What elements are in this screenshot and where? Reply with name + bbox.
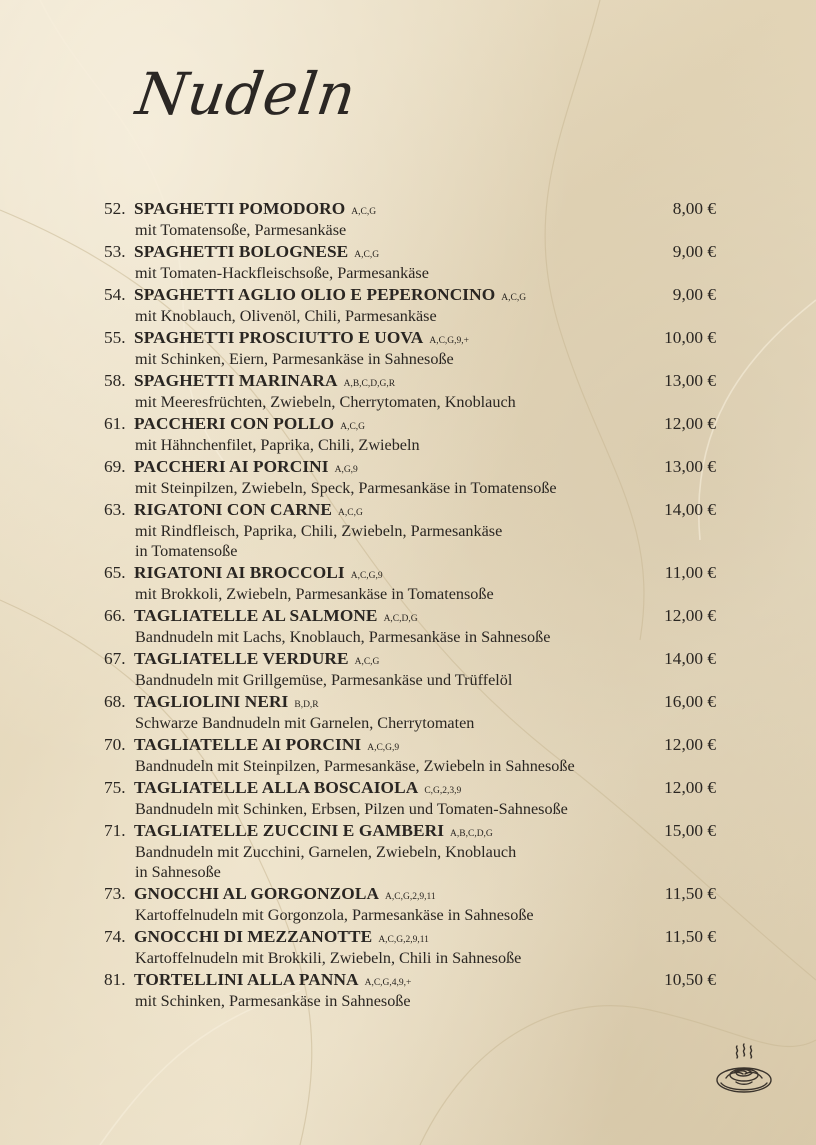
menu-item-price: 12,00 € (664, 735, 716, 754)
menu-item-header (104, 561, 716, 584)
menu-item (104, 882, 716, 925)
menu-item (104, 733, 716, 776)
menu-item-allergens: B,D,R (294, 700, 319, 710)
menu-item-name: TAGLIATELLE AI PORCINI (134, 735, 362, 754)
menu-item-allergens: A,C,G (354, 657, 380, 667)
menu-list (104, 197, 716, 1011)
menu-item-description: Bandnudeln mit Steinpilzen, Parmesankäse, Zwiebeln in Sahnesoße (135, 757, 575, 775)
menu-item (104, 561, 716, 604)
menu-item-header (104, 240, 716, 263)
menu-item-price: 9,00 € (672, 285, 716, 304)
menu-item-name: TAGLIATELLE ALLA BOSCAIOLA (134, 778, 419, 797)
menu-item-number: 58. (104, 371, 126, 390)
menu-item-description: Bandnudeln mit Schinken, Erbsen, Pilzen und Tomaten-Sahnesoße (135, 800, 568, 818)
menu-item-allergens: A,B,C,D,G (450, 829, 493, 839)
menu-item-number: 66. (104, 606, 126, 625)
menu-item-price: 11,50 € (664, 884, 716, 903)
menu-item (104, 412, 716, 455)
menu-item-name: GNOCCHI DI MEZZANOTTE (134, 927, 373, 946)
menu-item-price: 12,00 € (664, 414, 716, 433)
menu-item (104, 604, 716, 647)
menu-item (104, 455, 716, 498)
menu-item-number: 81. (104, 970, 126, 989)
menu-item-price: 15,00 € (664, 821, 716, 840)
menu-item-name: GNOCCHI AL GORGONZOLA (134, 884, 380, 903)
menu-item-number: 68. (104, 692, 126, 711)
menu-item-header (104, 733, 716, 756)
menu-item-description: mit Hähnchenfilet, Paprika, Chili, Zwiebeln (135, 436, 420, 454)
menu-item-number: 74. (104, 927, 126, 946)
menu-item-description: mit Tomatensoße, Parmesankäse (135, 221, 347, 239)
menu-item-name: RIGATONI CON CARNE (134, 500, 332, 519)
menu-item-allergens: A,C,D,G (383, 614, 418, 624)
menu-item-name: TAGLIATELLE VERDURE (134, 649, 349, 668)
menu-item-price: 11,50 € (664, 927, 716, 946)
menu-item-price: 13,00 € (664, 371, 716, 390)
menu-item-name: TAGLIATELLE ZUCCINI E GAMBERI (134, 821, 445, 840)
menu-item-allergens: A,C,G,4,9,+ (364, 978, 412, 988)
menu-item (104, 819, 716, 882)
menu-item-price: 13,00 € (664, 457, 716, 476)
menu-item (104, 369, 716, 412)
menu-item-description: mit Steinpilzen, Zwiebeln, Speck, Parmesankäse in Tomatensoße (135, 479, 557, 497)
menu-item-description: mit Rindfleisch, Paprika, Chili, Zwiebeln, Parmesankäse (135, 522, 503, 540)
menu-item-header (104, 776, 716, 799)
menu-item-number: 63. (104, 500, 126, 519)
menu-item-price: 10,00 € (664, 328, 716, 347)
menu-item-allergens: A,C,G (338, 508, 363, 518)
menu-item-number: 55. (104, 328, 126, 347)
menu-item-name: RIGATONI AI BROCCOLI (134, 563, 345, 582)
menu-item-name: SPAGHETTI AGLIO OLIO E PEPERONCINO (134, 285, 496, 304)
menu-item-header (104, 690, 716, 713)
menu-item-header (104, 498, 716, 521)
menu-item (104, 283, 716, 326)
menu-item-name: SPAGHETTI POMODORO (134, 199, 346, 218)
menu-item-number: 53. (104, 242, 126, 261)
menu-item (104, 647, 716, 690)
menu-item (104, 690, 716, 733)
menu-item-price: 11,00 € (664, 563, 716, 582)
menu-item-price: 12,00 € (664, 778, 716, 797)
menu-item (104, 968, 716, 1011)
menu-item-description: mit Schinken, Eiern, Parmesankäse in Sahnesoße (135, 350, 454, 368)
menu-item (104, 326, 716, 369)
menu-item-header (104, 455, 716, 478)
menu-item-price: 14,00 € (664, 500, 716, 519)
menu-item-allergens: A,B,C,D,G,R (343, 379, 396, 389)
menu-item-name: SPAGHETTI PROSCIUTTO E UOVA (134, 328, 424, 347)
menu-item-number: 67. (104, 649, 126, 668)
menu-item-description: Kartoffelnudeln mit Gorgonzola, Parmesankäse in Sahnesoße (135, 906, 534, 924)
menu-item-number: 65. (104, 563, 126, 582)
menu-item-description: mit Tomaten-Hackfleischsoße, Parmesankäse (135, 264, 429, 282)
menu-item-description: Kartoffelnudeln mit Brokkili, Zwiebeln, Chili in Sahnesoße (135, 949, 522, 967)
menu-item-price: 9,00 € (672, 242, 716, 261)
menu-item-header (104, 283, 716, 306)
menu-item-description: mit Brokkoli, Zwiebeln, Parmesankäse in Tomatensoße (135, 585, 494, 603)
menu-item-allergens: A,C,G,9 (367, 743, 400, 753)
menu-item-number: 73. (104, 884, 126, 903)
menu-item-price: 10,50 € (664, 970, 716, 989)
menu-item-name: PACCHERI CON POLLO (134, 414, 335, 433)
menu-item (104, 197, 716, 240)
menu-item (104, 498, 716, 561)
menu-item-number: 69. (104, 457, 126, 476)
menu-item-header (104, 369, 716, 392)
menu-item-allergens: A,C,G (501, 293, 527, 303)
menu-item-name: SPAGHETTI MARINARA (134, 371, 338, 390)
menu-item-allergens: A,C,G (340, 422, 366, 432)
menu-item-header (104, 925, 716, 948)
menu-item-description: Bandnudeln mit Zucchini, Garnelen, Zwiebeln, Knoblauch (135, 843, 517, 861)
menu-item-name: TAGLIOLINI NERI (134, 692, 289, 711)
menu-item-description: Schwarze Bandnudeln mit Garnelen, Cherrytomaten (135, 714, 475, 732)
menu-item-header (104, 197, 716, 220)
menu-item-number: 71. (104, 821, 126, 840)
page-title: Nudeln (132, 60, 361, 128)
menu-item-header (104, 326, 716, 349)
menu-item-name: SPAGHETTI BOLOGNESE (134, 242, 349, 261)
menu-item-description: Bandnudeln mit Grillgemüse, Parmesankäse und Trüffelöl (135, 671, 513, 689)
menu-item-allergens: C,G,2,3,9 (424, 786, 462, 796)
menu-item-header (104, 882, 716, 905)
menu-item-allergens: A,C,G,9 (350, 571, 383, 581)
menu-item-price: 8,00 € (672, 199, 716, 218)
menu-item-number: 70. (104, 735, 126, 754)
menu-item-number: 52. (104, 199, 126, 218)
menu-item-description: mit Schinken, Parmesankäse in Sahnesoße (135, 992, 411, 1010)
menu-item-number: 54. (104, 285, 126, 304)
menu-item-price: 12,00 € (664, 606, 716, 625)
menu-item-header (104, 412, 716, 435)
menu-item-description: in Tomatensoße (135, 542, 238, 560)
menu-item-price: 14,00 € (664, 649, 716, 668)
menu-item-number: 75. (104, 778, 126, 797)
menu-item-allergens: A,C,G,2,9,11 (385, 892, 436, 902)
menu-item-price: 16,00 € (664, 692, 716, 711)
menu-item-name: PACCHERI AI PORCINI (134, 457, 329, 476)
menu-item-description: mit Meeresfrüchten, Zwiebeln, Cherrytomaten, Knoblauch (135, 393, 516, 411)
menu-item-allergens: A,C,G,2,9,11 (378, 935, 429, 945)
menu-item-description: in Sahnesoße (135, 863, 221, 881)
menu-item-allergens: A,C,G (351, 207, 377, 217)
menu-item-header (104, 604, 716, 627)
menu-item-header (104, 819, 716, 842)
menu-item-description: Bandnudeln mit Lachs, Knoblauch, Parmesankäse in Sahnesoße (135, 628, 551, 646)
menu-item-header (104, 647, 716, 670)
menu-item-allergens: A,C,G,9,+ (429, 336, 470, 346)
menu-item-name: TAGLIATELLE AL SALMONE (134, 606, 378, 625)
menu-item (104, 776, 716, 819)
menu-item-description: mit Knoblauch, Olivenöl, Chili, Parmesankäse (135, 307, 437, 325)
menu-item-allergens: A,G,9 (334, 465, 358, 475)
menu-item (104, 240, 716, 283)
menu-item (104, 925, 716, 968)
menu-item-number: 61. (104, 414, 126, 433)
pasta-bowl-icon (714, 1042, 774, 1096)
menu-item-name: TORTELLINI ALLA PANNA (134, 970, 359, 989)
menu-item-allergens: A,C,G (354, 250, 380, 260)
menu-item-header (104, 968, 716, 991)
